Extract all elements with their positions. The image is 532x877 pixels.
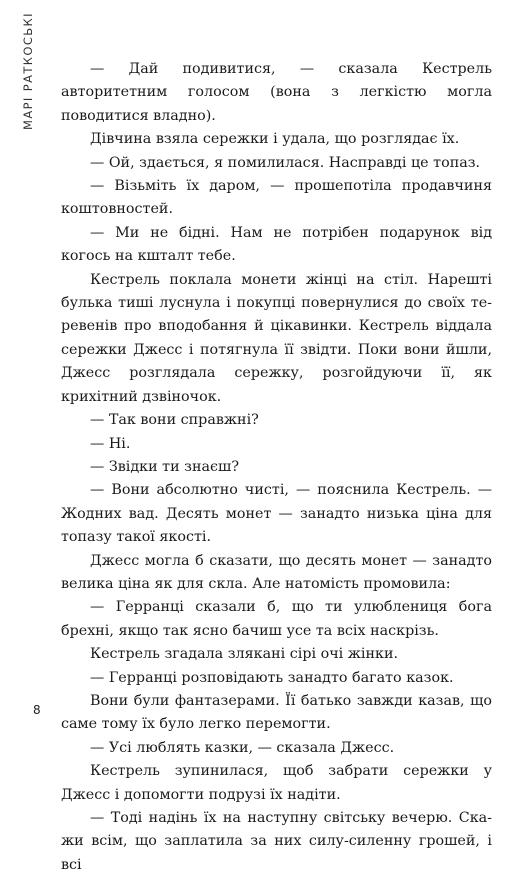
paragraph: — Вони абсолютно чисті, — пояснила Кестрель. — Жодних вад. Десять монет — занадто низька ціна для топазу такої якості. bbox=[61, 482, 492, 546]
paragraph: Джесс могла б сказати, що десять монет — занадто велика ціна як для скла. Але натомість промовила: bbox=[61, 552, 492, 592]
paragraph: — Ми не бідні. Нам не потрібен подарунок від когось на кшталт тебе. bbox=[61, 224, 492, 265]
paragraph: — Герранці розповідають занадто багато казок. bbox=[90, 669, 454, 686]
paragraph: — Тоді надінь їх на наступну світську вечерю. Скажи всім, що заплатила за них силу-силенну грошей, і всі bbox=[61, 810, 492, 873]
paragraph: — Ой, здається, я помилилася. Насправді це топаз. bbox=[90, 154, 481, 171]
paragraph: — Усі люблять казки, — сказала Джесс. bbox=[90, 739, 395, 756]
paragraph: — Візьміть їх даром, — прошепотіла продавчиня коштовностей. bbox=[61, 178, 492, 218]
paragraph: Вони були фантазерами. Її батько завжди казав, що саме тому їх було легко перемогти. bbox=[61, 692, 492, 733]
body-text bbox=[61, 58, 492, 877]
paragraph: Кестрель зупинилася, щоб забрати сережки у Джесс і допомогти подрузі їх надіти. bbox=[61, 763, 492, 803]
paragraph: — Звідки ти знаєш? bbox=[90, 458, 239, 475]
paragraph: Дівчина взяла сережки і удала, що розглядає їх. bbox=[90, 131, 460, 148]
page-number: 8 bbox=[33, 703, 41, 717]
paragraph: — Дай подивитися, — сказала Кестрель авторитетним голосом (вона з легкістю могла поводитися владно). bbox=[61, 61, 492, 124]
paragraph: — Так вони справжні? bbox=[90, 412, 259, 429]
paragraph: Кестрель поклала монети жінці на стіл. Нарешті булька тиші луснула і покупці повернулися до своїх теревенів про вподобання й цікавинки. Кестрель віддала сережки Джесс і потягнула її звідти. Поки вони йшли, Джесс розглядала сережку, розгойдуючи її, як крихітний дзвіночок. bbox=[61, 271, 492, 405]
paragraph: — Герранці сказали б, що ти улюблениця бога брехні, якщо так ясно бачиш усе та всіх наскрізь. bbox=[61, 599, 492, 639]
paragraph: Кестрель згадала злякані сірі очі жінки. bbox=[90, 646, 399, 663]
paragraph: — Ні. bbox=[90, 435, 131, 452]
running-head-author: МАРІ РАТКОСЬКІ bbox=[21, 12, 35, 130]
